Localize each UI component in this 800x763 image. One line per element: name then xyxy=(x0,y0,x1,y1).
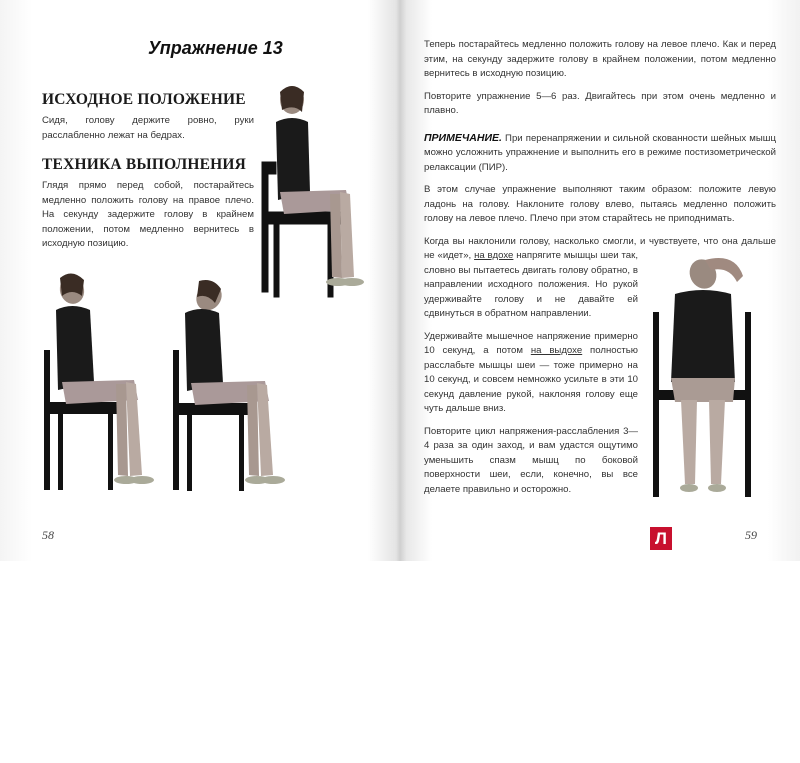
technique-text: Глядя прямо перед собой, постарайтесь медленно положить голову на правое плечо. На секунду задержите голову в крайнем положении, потом медленно вернитесь в исходную позицию. xyxy=(42,180,254,249)
paragraph: Повторите упражнение 5—6 раз. Двигайтесь при этом очень медленно и плавно. xyxy=(424,90,776,116)
starting-position-heading: ИСХОДНОЕ ПОЛОЖЕНИЕ xyxy=(42,91,246,108)
photo-seated-woman-head-tilt-1 xyxy=(38,270,168,495)
exercise-title: Упражнение 13 xyxy=(148,38,283,58)
photo-woman-hand-on-head xyxy=(645,252,770,502)
page-number-left: 58 xyxy=(42,528,54,542)
paragraph: Теперь постарайтесь медленно положить голову на левое плечо. Как и перед этим, на секунду задержите голову в крайнем положении, потом медленно вернитесь в исходную позицию. xyxy=(424,39,776,79)
note-label: ПРИМЕЧАНИЕ. xyxy=(424,131,502,144)
paragraph: Когда вы наклонили голову, насколько смогли, и чувствуете, что она дальше не «идет», на вдохе напрягите мышцы шеи так, словно вы пытаетесь двигать голову обратно, в направлении исходного положения. Но рукой удерживайте голову и не давайте ей сдвинуться в обратном направлении. xyxy=(424,235,776,319)
paragraph: В этом случае упражнение выполняют таким образом: положите левую ладонь на голову. Наклоните голову влево, пытаясь медленно положить голову на левое плечо. Плечо при этом старайтесь не приподнимать. xyxy=(424,184,776,224)
publisher-logo: Л xyxy=(650,527,672,550)
technique-heading: ТЕХНИКА ВЫПОЛНЕНИЯ xyxy=(42,156,247,173)
paragraph: Повторите цикл напряжения-расслабления 3—4 раза за один заход, и вам удастся ощутимо уменьшить спазм мышц по боковой поверхности шеи, если, конечно, вы все делаете правильно и осторожно. xyxy=(424,425,638,495)
note-paragraph: ПРИМЕЧАНИЕ. При перенапряжении и сильной скованности шейных мышц можно усложнить упражнение и выполнить его в режиме постизометрической релаксации (ПИР). xyxy=(424,131,776,173)
starting-position-text: Сидя, голову держите ровно, руки расслабленно лежат на бедрах. xyxy=(42,115,254,141)
paragraph: Удерживайте мышечное напряжение примерно 10 секунд, а потом на выдохе полностью расслабьте мышцы шеи — тоже примерно на 10 секунд, и совсем немножко усильте в эти 10 секунд давление рукой, наклоняя голову еще чуть дальше вниз. xyxy=(424,330,638,414)
photo-seated-woman-upright xyxy=(250,82,385,302)
page-number-right: 59 xyxy=(745,528,757,542)
photo-seated-woman-head-tilt-2 xyxy=(165,275,300,497)
